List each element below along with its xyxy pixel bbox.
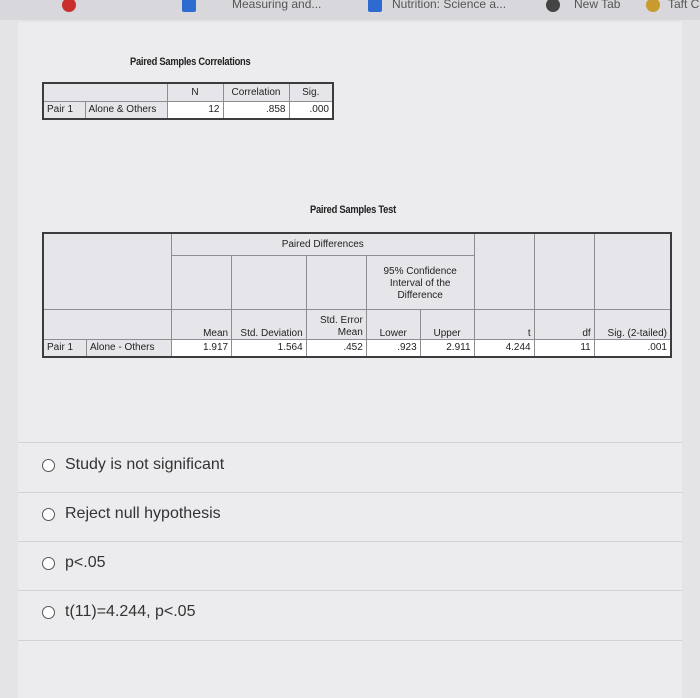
- divider: [18, 640, 682, 641]
- bookmark-new-tab[interactable]: New Tab: [574, 0, 621, 11]
- cell-sig-2tailed: .001: [594, 339, 671, 357]
- cell-df: 11: [534, 339, 594, 357]
- col-header-t: t: [474, 309, 534, 339]
- paired-test-title: Paired Samples Test: [310, 204, 396, 216]
- ci-header: [366, 255, 474, 309]
- col-header-std-dev: Std. Deviation: [232, 309, 307, 339]
- radio-button[interactable]: [42, 557, 55, 570]
- radio-button[interactable]: [42, 459, 55, 472]
- radio-button[interactable]: [42, 508, 55, 521]
- col-header-mean: Mean: [171, 309, 231, 339]
- answer-option-reject-null[interactable]: [42, 505, 221, 523]
- divider: [18, 541, 682, 542]
- col-header-upper: Upper: [420, 309, 474, 339]
- col-header-correlation: Correlation: [223, 83, 289, 101]
- col-header-n: N: [167, 83, 223, 101]
- cell-sig: .000: [289, 101, 333, 119]
- divider: [18, 492, 682, 493]
- cell-mean: 1.917: [171, 339, 231, 357]
- col-header-std-error-line2: Mean: [337, 326, 363, 338]
- answer-option-label: Reject null hypothesis: [65, 505, 221, 522]
- divider: [18, 590, 682, 591]
- bookmark-favicon-icon: [182, 0, 196, 12]
- divider: [18, 442, 682, 443]
- answer-option-label: t(11)=4.244, p<.05: [65, 603, 196, 620]
- row-pair-label: Pair 1: [43, 101, 85, 119]
- cell-upper: 2.911: [420, 339, 474, 357]
- bookmark-measuring[interactable]: Measuring and...: [232, 0, 322, 11]
- ci-header-line: 95% Confidence: [383, 266, 457, 277]
- correlations-table: [42, 82, 334, 120]
- radio-button[interactable]: [42, 606, 55, 619]
- corner-cell: [43, 83, 167, 101]
- cell-t: 4.244: [474, 339, 534, 357]
- col-header-sig-2tailed: Sig. (2-tailed): [594, 309, 671, 339]
- bookmark-taft[interactable]: Taft C: [668, 0, 700, 11]
- bookmark-favicon-icon: [646, 0, 660, 12]
- row-variable-label: Alone - Others: [87, 339, 172, 357]
- answer-option-p-less-05[interactable]: [42, 554, 105, 572]
- correlations-title: Paired Samples Correlations: [130, 56, 251, 68]
- cell-lower: .923: [366, 339, 420, 357]
- bookmarks-bar: [0, 0, 700, 20]
- bookmark-favicon-icon: [62, 0, 76, 12]
- row-pair-label: Pair 1: [43, 339, 87, 357]
- col-header-lower: Lower: [366, 309, 420, 339]
- answer-option-not-significant[interactable]: [42, 456, 224, 474]
- cell-correlation: .858: [223, 101, 289, 119]
- paired-test-table: [42, 232, 672, 358]
- answer-option-t-statistic[interactable]: [42, 603, 195, 621]
- bookmark-favicon-icon: [368, 0, 382, 12]
- col-header-sig: Sig.: [289, 83, 333, 101]
- bookmark-nutrition[interactable]: Nutrition: Science a...: [392, 0, 507, 11]
- cell-std-error: .452: [306, 339, 366, 357]
- col-header-df: df: [534, 309, 594, 339]
- answer-option-label: Study is not significant: [65, 456, 225, 473]
- cell-n: 12: [167, 101, 223, 119]
- new-tab-favicon-icon: [546, 0, 560, 12]
- question-panel: [18, 22, 682, 698]
- ci-header-line: Difference: [397, 290, 443, 301]
- cell-std-dev: 1.564: [232, 339, 307, 357]
- col-header-std-error-line1: Std. Error: [319, 314, 363, 326]
- ci-header-line: Interval of the: [389, 278, 451, 289]
- paired-differences-header: Paired Differences: [171, 233, 474, 255]
- answer-option-label: p<.05: [65, 554, 106, 571]
- corner-cell: [43, 233, 171, 309]
- row-variable-label: Alone & Others: [85, 101, 167, 119]
- col-header-std-error: [306, 309, 366, 339]
